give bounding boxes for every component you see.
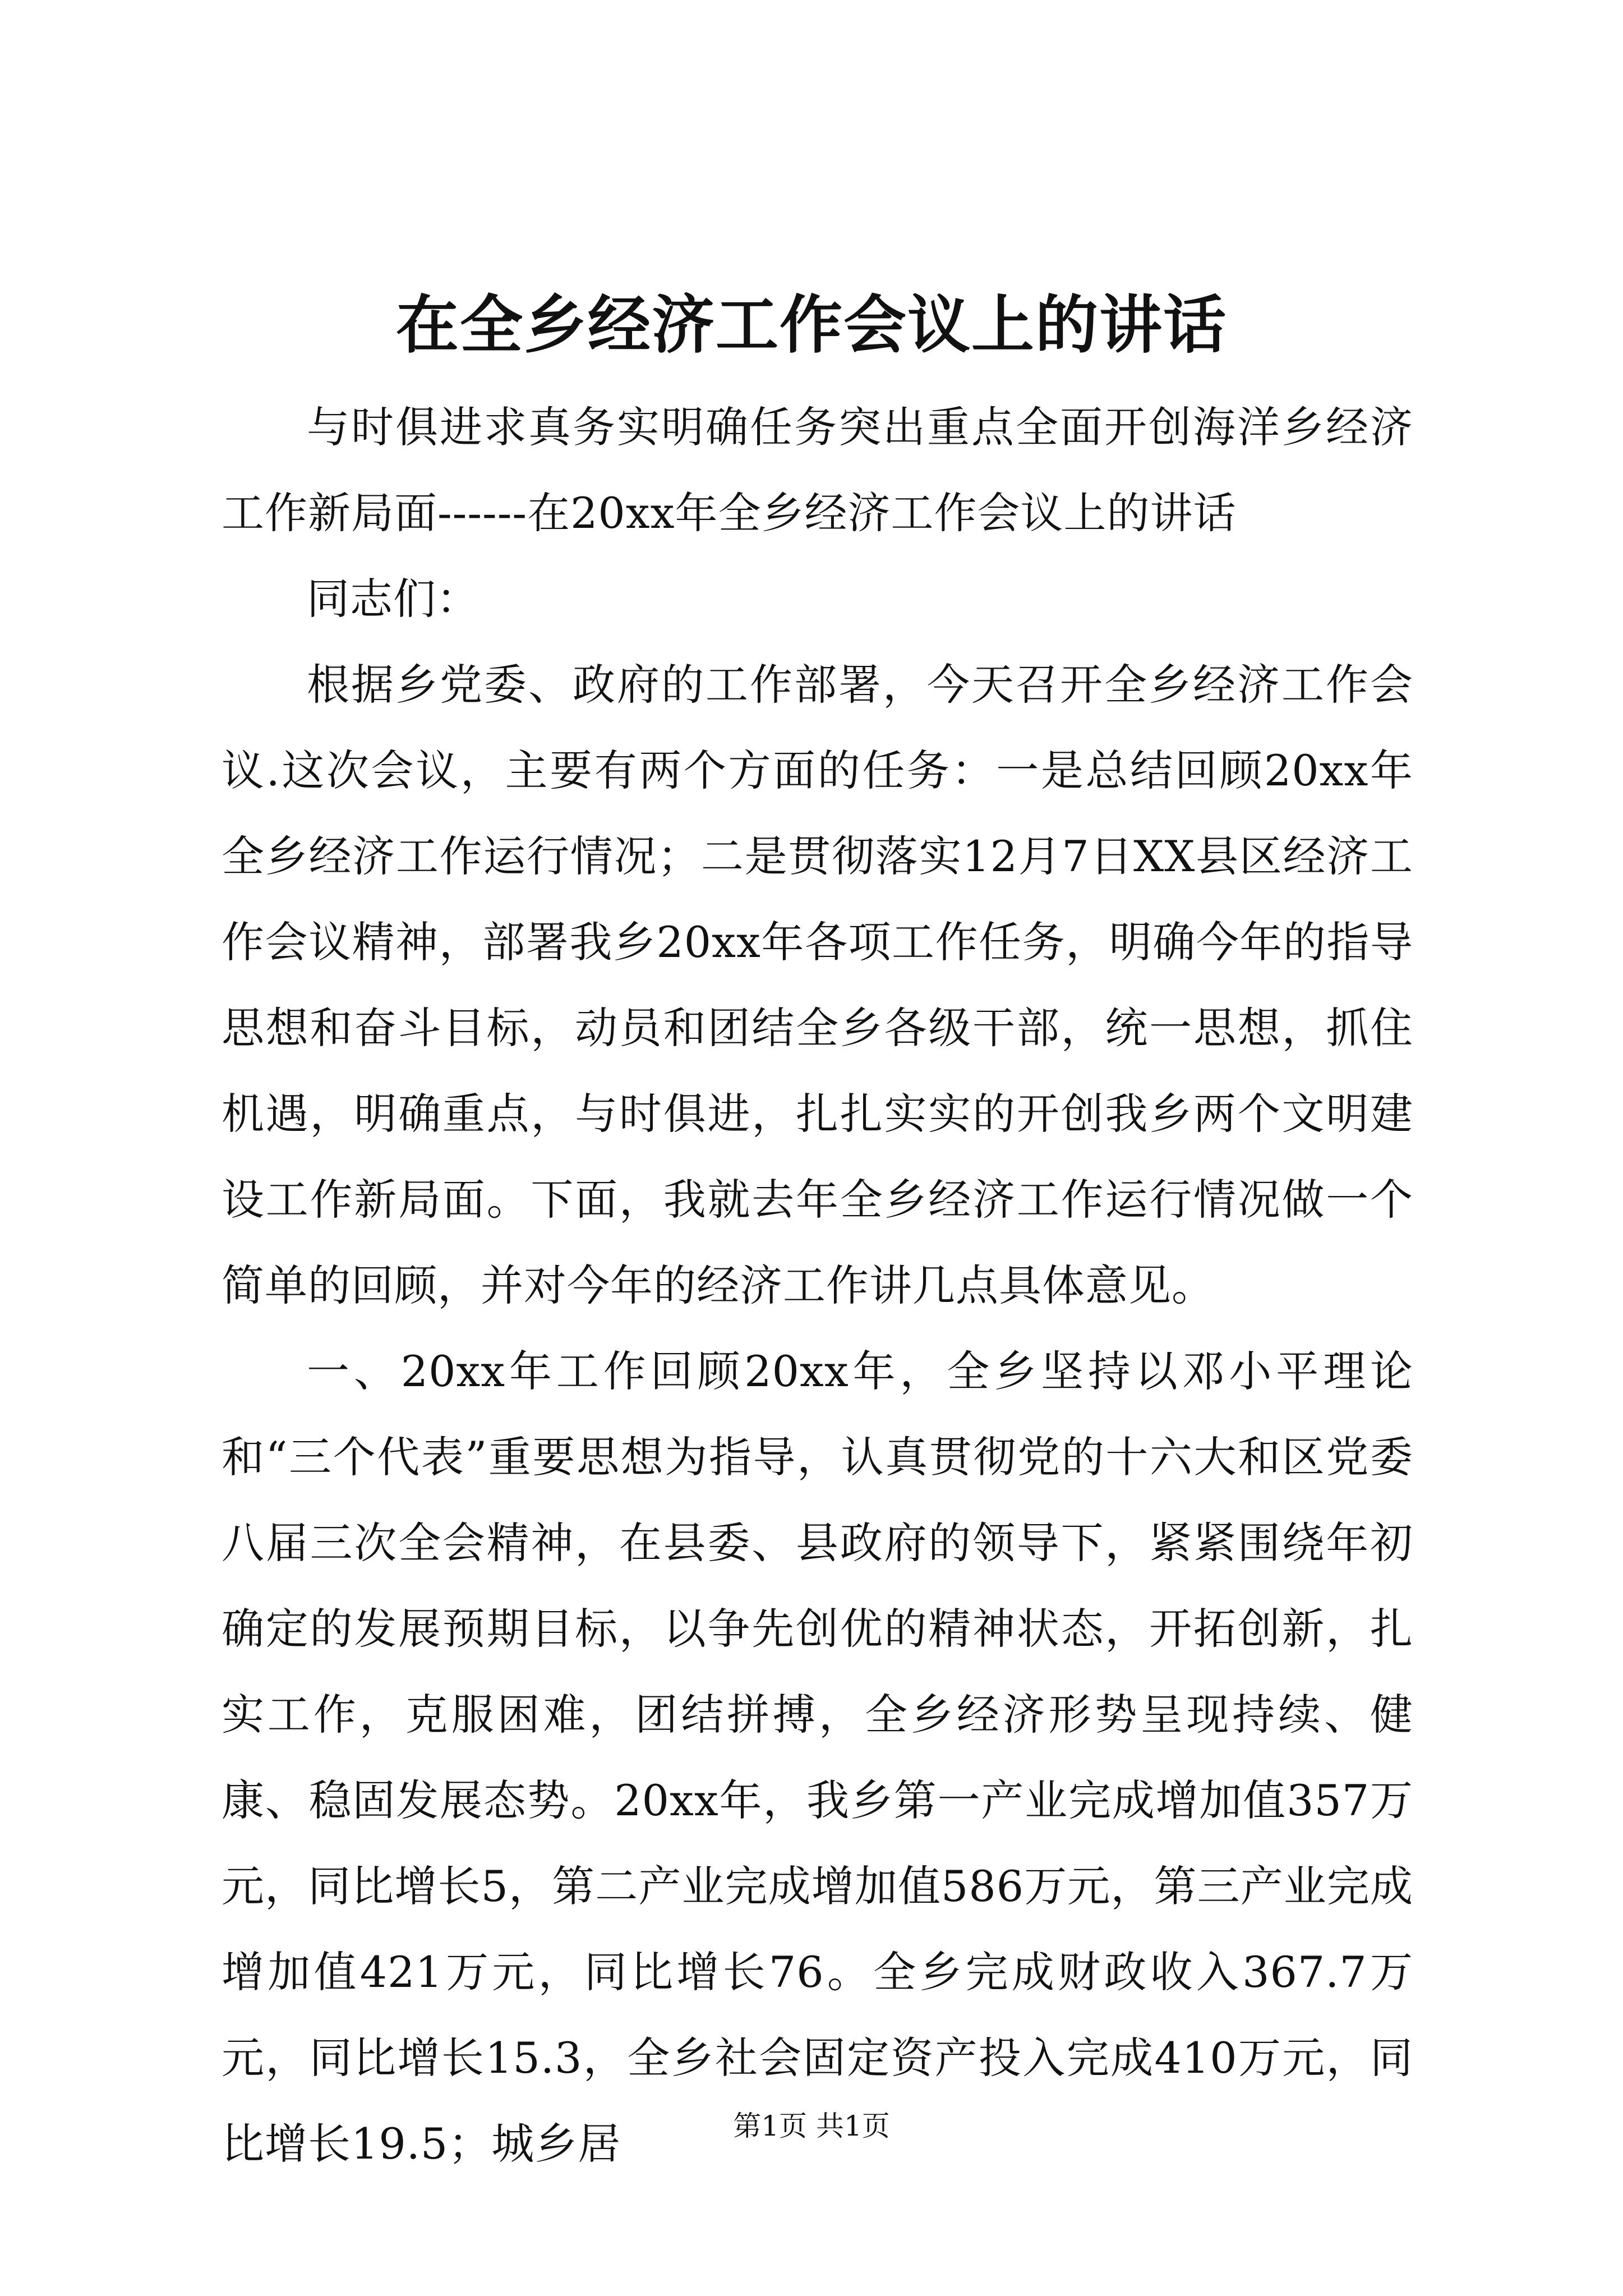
paragraph-work-review: 一、20xx年工作回顾20xx年，全乡坚持以邓小平理论和“三个代表”重要思想为指导，认真贯彻党的十六大和区党委八届三次全会精神，在县委、县政府的领导下，紧紧围绕年初确定的发展预期目标，以争先创优的精神状态，开拓创新，扎实工作，克服困难，团结拼搏，全乡经济形势呈现持续、健康、稳固发展态势。20xx年，我乡第一产业完成增加值357万元，同比增长5，第二产业完成增加值586万元，第三产业完成增加值421万元，同比增长76。全乡完成财政收入367.7万元，同比增长15.3，全乡社会固定资产投入完成410万元，同比增长19.5；城乡居 (222, 1346, 1413, 2169)
page-footer: 第1页 共1页 (733, 2110, 890, 2142)
paragraph-introduction: 根据乡党委、政府的工作部署，今天召开全乡经济工作会议.这次会议，主要有两个方面的任务：一是总结回顾20xx年全乡经济工作运行情况；二是贯彻落实12月7日XX县区经济工作会议精神，部署我乡20xx年各项工作任务，明确今年的指导思想和奋斗目标，动员和团结全乡各级干部，统一思想，抓住机遇，明确重点，与时俱进，扎扎实实的开创我乡两个文明建设工作新局面。下面，我就去年全乡经济工作运行情况做一个简单的回顾，并对今年的经济工作讲几点具体意见。 (222, 660, 1413, 1310)
paragraph-salutation: 同志们： (307, 574, 479, 624)
document-body (222, 384, 1413, 2187)
document-title: 在全乡经济工作会议上的讲话 (396, 288, 1227, 362)
paragraph-subtitle: 与时俱进求真务实明确任务突出重点全面开创海洋乡经济工作新局面------在20xx年全乡经济工作会议上的讲话 (222, 402, 1413, 538)
